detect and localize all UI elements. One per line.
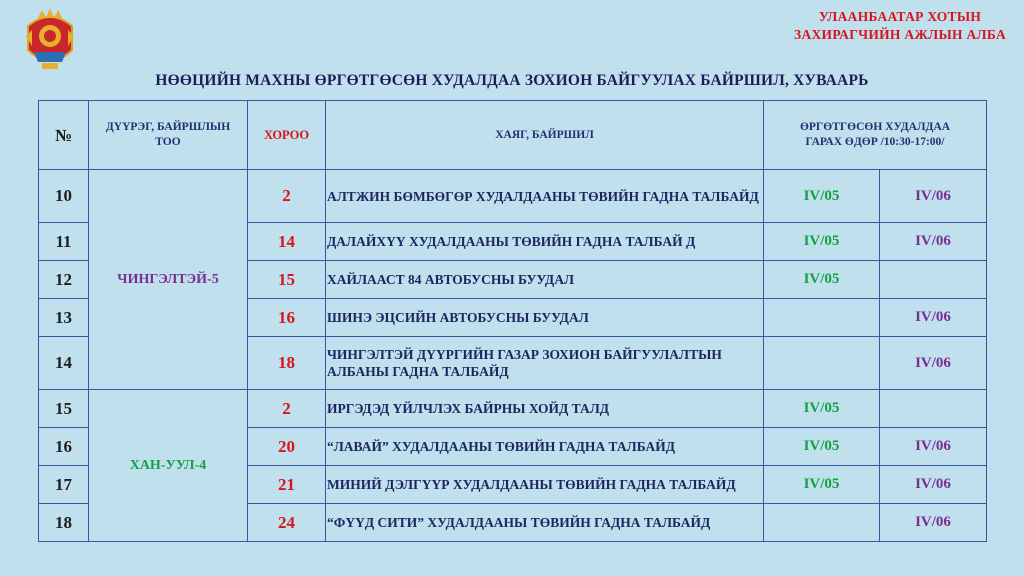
row-address: ШИНЭ ЭЦСИЙН АВТОБУСНЫ БУУДАЛ: [326, 299, 764, 337]
row-address: ХАЙЛААСТ 84 АВТОБУСНЫ БУУДАЛ: [326, 261, 764, 299]
row-date-1: IV/05: [764, 466, 880, 504]
district-khanuul: ХАН-УУЛ-4: [89, 390, 248, 542]
row-no: 10: [39, 170, 89, 223]
org-line-2: ЗАХИРАГЧИЙН АЖЛЫН АЛБА: [794, 27, 1006, 42]
ulaanbaatar-emblem: [22, 6, 78, 74]
header-district: [89, 101, 248, 170]
district-chingeltei: ЧИНГЭЛТЭЙ-5: [89, 170, 248, 390]
table-row: [39, 170, 987, 223]
header-dates: [764, 101, 987, 170]
row-date-2: [880, 261, 987, 299]
header-district-line1: ДҮҮРЭГ, БАЙРШЛЫН: [105, 121, 231, 133]
row-khoroo: 15: [248, 261, 326, 299]
header-district-line2: ТОО: [155, 136, 181, 148]
row-no: 13: [39, 299, 89, 337]
row-khoroo: 2: [248, 390, 326, 428]
schedule-table: [38, 100, 987, 542]
row-date-2: IV/06: [880, 337, 987, 390]
row-address: ЧИНГЭЛТЭЙ ДҮҮРГИЙН ГАЗАР ЗОХИОН БАЙГУУЛАЛТЫН АЛБАНЫ ГАДНА ТАЛБАЙД: [326, 337, 764, 390]
row-no: 16: [39, 428, 89, 466]
row-address: ИРГЭДЭД ҮЙЛЧЛЭХ БАЙРНЫ ХОЙД ТАЛД: [326, 390, 764, 428]
row-date-2: IV/06: [880, 170, 987, 223]
row-date-2: IV/06: [880, 299, 987, 337]
row-khoroo: 18: [248, 337, 326, 390]
table-header-row: [39, 101, 987, 170]
row-address: “ФҮҮД СИТИ” ХУДАЛДААНЫ ТӨВИЙН ГАДНА ТАЛБАЙД: [326, 504, 764, 542]
row-khoroo: 20: [248, 428, 326, 466]
row-khoroo: 16: [248, 299, 326, 337]
row-date-2: IV/06: [880, 428, 987, 466]
row-date-1: IV/05: [764, 390, 880, 428]
organization-name: [794, 8, 1006, 44]
row-khoroo: 2: [248, 170, 326, 223]
row-date-1: IV/05: [764, 170, 880, 223]
table-row: [39, 390, 987, 428]
row-no: 12: [39, 261, 89, 299]
row-date-2: IV/06: [880, 466, 987, 504]
row-khoroo: 14: [248, 223, 326, 261]
row-date-1: [764, 299, 880, 337]
row-no: 18: [39, 504, 89, 542]
row-khoroo: 21: [248, 466, 326, 504]
page-title: НӨӨЦИЙН МАХНЫ ӨРГӨТГӨСӨН ХУДАЛДАА ЗОХИОН БАЙГУУЛАХ БАЙРШИЛ, ХУВААРЬ: [155, 72, 869, 89]
row-address: ДАЛАЙХҮҮ ХУДАЛДААНЫ ТӨВИЙН ГАДНА ТАЛБАЙ Д: [326, 223, 764, 261]
row-no: 11: [39, 223, 89, 261]
header-address: ХАЯГ, БАЙРШИЛ: [326, 101, 764, 170]
header-no: №: [39, 101, 89, 170]
header-dates-line1: ӨРГӨТГӨСӨН ХУДАЛДАА: [799, 121, 951, 133]
header-dates-line2: ГАРАХ ӨДӨР /10:30-17:00/: [805, 136, 945, 148]
row-date-1: IV/05: [764, 428, 880, 466]
row-no: 14: [39, 337, 89, 390]
org-line-1: УЛААНБААТАР ХОТЫН: [818, 9, 982, 24]
row-date-1: [764, 504, 880, 542]
row-date-2: [880, 390, 987, 428]
row-date-2: IV/06: [880, 223, 987, 261]
row-khoroo: 24: [248, 504, 326, 542]
row-date-2: IV/06: [880, 504, 987, 542]
row-address: “ЛАВАЙ” ХУДАЛДААНЫ ТӨВИЙН ГАДНА ТАЛБАЙД: [326, 428, 764, 466]
row-address: МИНИЙ ДЭЛГҮҮР ХУДАЛДААНЫ ТӨВИЙН ГАДНА ТАЛБАЙД: [326, 466, 764, 504]
row-address: АЛТЖИН БӨМБӨГӨР ХУДАЛДААНЫ ТӨВИЙН ГАДНА ТАЛБАЙД: [326, 170, 764, 223]
row-date-1: IV/05: [764, 261, 880, 299]
header-khoroo: ХОРОО: [248, 101, 326, 170]
row-no: 17: [39, 466, 89, 504]
row-date-1: [764, 337, 880, 390]
row-no: 15: [39, 390, 89, 428]
row-date-1: IV/05: [764, 223, 880, 261]
